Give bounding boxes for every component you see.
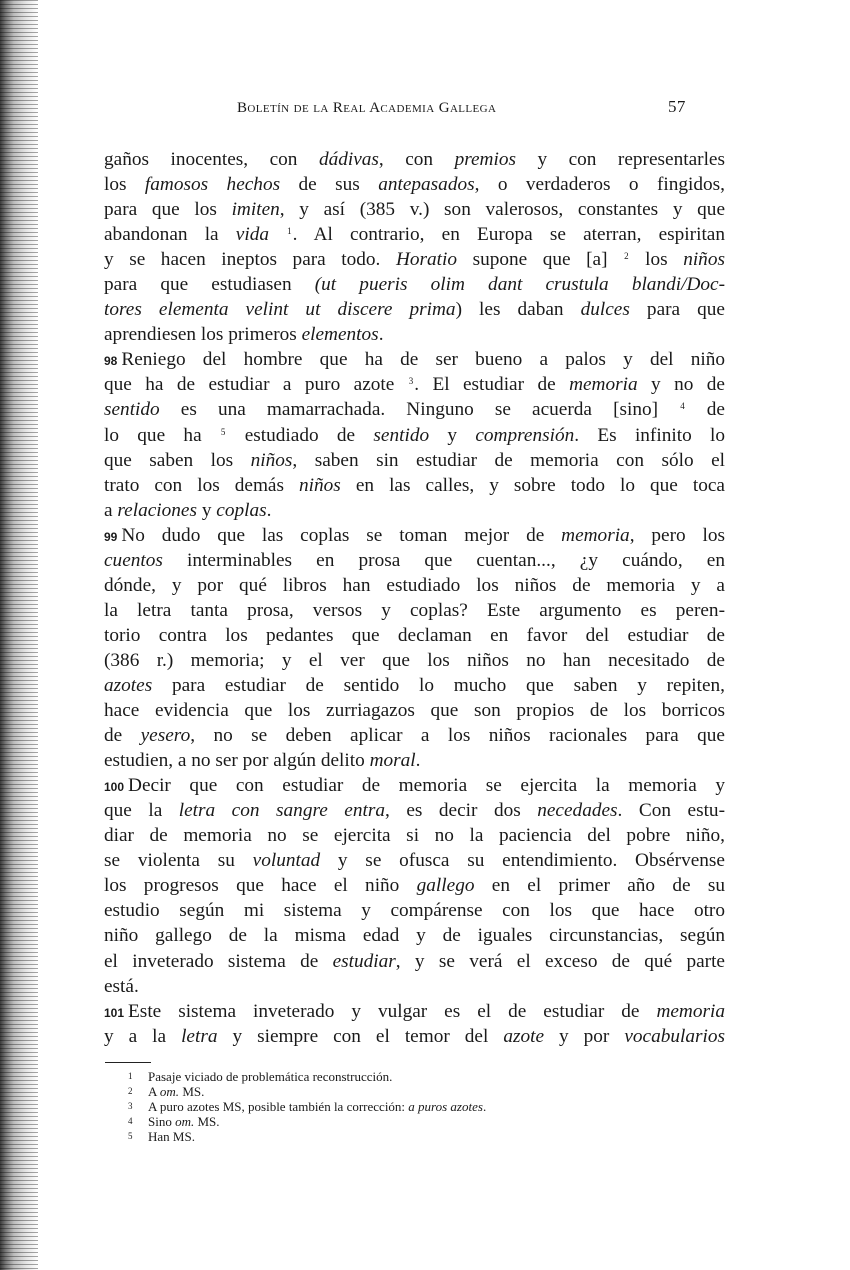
italic-text: elementos (301, 324, 379, 346)
footnote (128, 1099, 486, 1114)
text-run: para que (629, 299, 725, 321)
text-run: . Al contrario, en Europa se aterran, espiritan (292, 224, 726, 246)
text-run: de sus (280, 174, 379, 196)
footnote-reference: 3 (408, 376, 414, 387)
paragraph-number: 101 (104, 1005, 125, 1020)
footnote-number: 3 (128, 1101, 133, 1111)
paragraph-number: 99 (104, 529, 118, 544)
text-line (104, 548, 725, 573)
italic-text: niños (299, 474, 341, 496)
text-run: para que los (104, 199, 232, 221)
footnote-text (148, 1069, 392, 1084)
italic-text: sentido (373, 424, 430, 446)
text-run: y a la (104, 1025, 182, 1047)
text-line (104, 247, 725, 272)
text-line (104, 974, 725, 999)
footnote-text (148, 1099, 486, 1114)
text-run: hace evidencia que los zurriagazos que son propios de los borricos (104, 700, 725, 722)
text-run: y no de (637, 374, 725, 396)
text-run: Sino (148, 1114, 176, 1129)
footnote-rule (105, 1062, 151, 1063)
text-run: Este sistema inveterado y vulgar es el de estudiar de (128, 1000, 657, 1022)
italic-text: memoria (569, 374, 638, 396)
text-run: y con representarles (515, 149, 725, 170)
footnote-number: 5 (128, 1131, 133, 1141)
text-run: Pasaje viciado de problemática reconstrucción. (148, 1069, 393, 1084)
text-line (104, 573, 725, 598)
text-run: , saben sin estudiar de memoria con sólo el (292, 449, 725, 471)
text-run: aprendiesen los primeros (104, 324, 302, 346)
italic-text: (ut pueris olim dant crustula blandi/Doc- (314, 274, 725, 296)
italic-text: cuentos (104, 549, 163, 571)
text-line (104, 623, 725, 648)
text-run: . El estudiar de (414, 374, 570, 396)
text-run: la letra tanta prosa, versos y coplas? Este argumento es peren- (104, 599, 725, 621)
footnote (128, 1084, 486, 1099)
italic-text: dádivas (318, 149, 379, 170)
italic-text: niños (683, 249, 725, 271)
text-line (104, 673, 725, 698)
italic-text: vida (235, 224, 269, 246)
italic-text: vocabularios (624, 1025, 726, 1047)
text-run: diar de memoria no se ejercita si no la paciencia del pobre niño, (104, 825, 725, 847)
italic-text: om. (175, 1114, 195, 1129)
text-run: , no se deben aplicar a los niños racionales para que (190, 725, 725, 747)
text-line (104, 873, 725, 898)
text-run: Decir que con estudiar de memoria se ejercita la memoria y (128, 775, 725, 797)
italic-text: sentido (104, 399, 160, 421)
text-run: trato con los demás (104, 474, 300, 496)
text-line (104, 297, 725, 322)
text-run: para que estudiasen (104, 274, 315, 296)
text-run: los progresos que hace el niño (104, 875, 417, 897)
italic-text: comprensión (475, 424, 575, 446)
text-run: a (104, 499, 118, 521)
text-run: que ha de estudiar a puro azote (104, 374, 408, 396)
scanned-page-edge (0, 0, 38, 1270)
footnote-text (148, 1114, 220, 1129)
text-line (104, 773, 725, 798)
italic-text: memoria (561, 524, 630, 546)
text-run: los (104, 174, 145, 196)
text-run: niño gallego de la misma edad y de iguales circunstancias, según (104, 925, 725, 947)
italic-text: voluntad (252, 850, 321, 872)
text-line (104, 523, 725, 548)
text-run: de (104, 725, 141, 747)
text-line (104, 949, 725, 974)
text-run: No dudo que las coplas se toman mejor de (121, 524, 562, 546)
italic-text: necedades (537, 800, 618, 822)
text-line (104, 347, 725, 372)
text-line (104, 147, 725, 172)
text-run: y (197, 499, 217, 521)
italic-text: Horatio (395, 249, 458, 271)
text-run: , y se verá el exceso de qué parte (395, 950, 725, 972)
text-line (104, 823, 725, 848)
text-run: es una mamarrachada. Ninguno se acuerda [sino] (159, 399, 680, 421)
text-line (104, 473, 725, 498)
italic-text: moral (369, 750, 416, 772)
text-run: ) les daban (455, 299, 581, 321)
footnote-reference: 5 (220, 426, 226, 437)
text-run: A puro azotes MS, posible también la corrección: (148, 1099, 409, 1114)
paragraph-number: 98 (104, 354, 118, 369)
text-line (104, 898, 725, 923)
text-line (104, 197, 725, 222)
text-run: MS. (194, 1114, 220, 1129)
text-line (104, 598, 725, 623)
journal-title: Boletín de la Real Academia Gallega (237, 100, 497, 116)
text-line (104, 923, 725, 948)
italic-text: yesero (140, 725, 191, 747)
text-run: se violenta su (104, 850, 253, 872)
text-line (104, 322, 725, 347)
text-run: el inveterado sistema de (104, 950, 333, 972)
text-run: estudio según mi sistema y compárense con los que hace otro (104, 900, 725, 922)
italic-text: coplas (216, 499, 267, 521)
text-run: supone que [a] (457, 249, 624, 271)
text-run: Reniego del hombre que ha de ser bueno a palos y del niño (121, 349, 725, 371)
text-run: gaños inocentes, con (104, 149, 319, 170)
text-run: y se hacen ineptos para todo. (104, 249, 396, 271)
footnote (128, 1069, 486, 1084)
text-run: . (266, 499, 272, 521)
italic-text: gallego (416, 875, 475, 897)
text-run: . (482, 1099, 487, 1114)
text-run: abandonan la (104, 224, 236, 246)
text-run: , con (378, 149, 455, 170)
text-run: . Es infinito lo (574, 424, 725, 446)
italic-text: om. (159, 1084, 180, 1099)
footnote-reference: 2 (624, 251, 629, 262)
body-text (104, 147, 725, 1049)
text-run: . Con estu- (617, 800, 725, 822)
text-line (104, 723, 725, 748)
footnote-text (148, 1084, 204, 1099)
text-run: lo que ha (104, 424, 220, 446)
text-run: A (148, 1084, 160, 1099)
text-line (104, 999, 725, 1024)
text-run: Han MS. (148, 1129, 195, 1144)
text-line (104, 698, 725, 723)
text-line (104, 448, 725, 473)
text-run: torio contra los pedantes que declaman en favor del estudiar de (104, 624, 725, 646)
text-run: de (685, 399, 725, 421)
running-header (237, 97, 687, 122)
footnotes (128, 1069, 486, 1144)
page-number: 57 (668, 97, 686, 116)
footnote (128, 1129, 486, 1144)
text-run: (386 r.) memoria; y el ver que los niños no han necesitado de (104, 649, 725, 671)
italic-text: famosos hechos (144, 174, 281, 196)
italic-text: letra (181, 1025, 218, 1047)
text-run: en el primer año de su (474, 875, 725, 897)
text-run: , y así (385 v.) son valerosos, constantes y que (279, 199, 725, 221)
text-run: estudien, a no ser por algún delito (104, 750, 370, 772)
text-run: que saben los (104, 449, 251, 471)
italic-text: imiten (231, 199, 280, 221)
text-line (104, 1024, 725, 1049)
text-line (104, 222, 725, 247)
text-run: interminables en prosa que cuentan..., ¿y cuándo, en (162, 549, 725, 571)
text-line (104, 272, 725, 297)
text-run: y se ofusca su entendimiento. Obsérvense (320, 850, 725, 872)
text-line (104, 648, 725, 673)
text-run: . (378, 324, 384, 346)
italic-text: estudiar (332, 950, 396, 972)
text-run: MS. (179, 1084, 205, 1099)
text-line (104, 397, 725, 422)
text-line (104, 172, 725, 197)
text-line (104, 423, 725, 448)
text-line (104, 848, 725, 873)
footnote-text (148, 1129, 195, 1144)
italic-text: azotes (104, 674, 153, 696)
text-run: en las calles, y sobre todo lo que toca (340, 474, 725, 496)
italic-text: memoria (656, 1000, 725, 1022)
paragraph-number: 100 (104, 780, 125, 795)
italic-text: azote (503, 1025, 545, 1047)
italic-text: relaciones (117, 499, 197, 521)
italic-text: a puros azotes (408, 1099, 483, 1114)
footnote-number: 2 (128, 1086, 133, 1096)
text-run: y siempre con el temor del (217, 1025, 504, 1047)
text-run (269, 224, 286, 245)
text-line (104, 498, 725, 523)
italic-text: niños (250, 449, 293, 471)
italic-text: letra con sangre entra (178, 800, 386, 822)
text-run: estudiado de (226, 424, 374, 446)
text-run: . (415, 750, 421, 772)
italic-text: dulces (580, 299, 630, 321)
footnote-reference: 1 (287, 226, 292, 237)
footnote-reference: 4 (680, 401, 685, 412)
text-run: que la (104, 800, 179, 822)
text-run: , pero los (629, 524, 725, 546)
italic-text: antepasados (378, 174, 475, 196)
footnote-number: 4 (128, 1116, 133, 1126)
text-run: está. (104, 975, 139, 997)
text-run: los (629, 249, 684, 271)
italic-text: premios (454, 149, 516, 170)
footnote (128, 1114, 486, 1129)
italic-text: tores elementa velint ut discere prima (104, 299, 456, 321)
text-line (104, 798, 725, 823)
text-line (104, 372, 725, 397)
text-run: , o verdaderos o fingidos, (474, 174, 725, 196)
text-line (104, 748, 725, 773)
text-run: , es decir dos (385, 800, 538, 822)
text-run: para estudiar de sentido lo mucho que saben y repiten, (152, 674, 725, 696)
footnote-number: 1 (128, 1071, 133, 1081)
text-run: y por (544, 1025, 625, 1047)
text-run: y (429, 424, 476, 446)
text-run: dónde, y por qué libros han estudiado los niños de memoria y a (104, 574, 725, 596)
